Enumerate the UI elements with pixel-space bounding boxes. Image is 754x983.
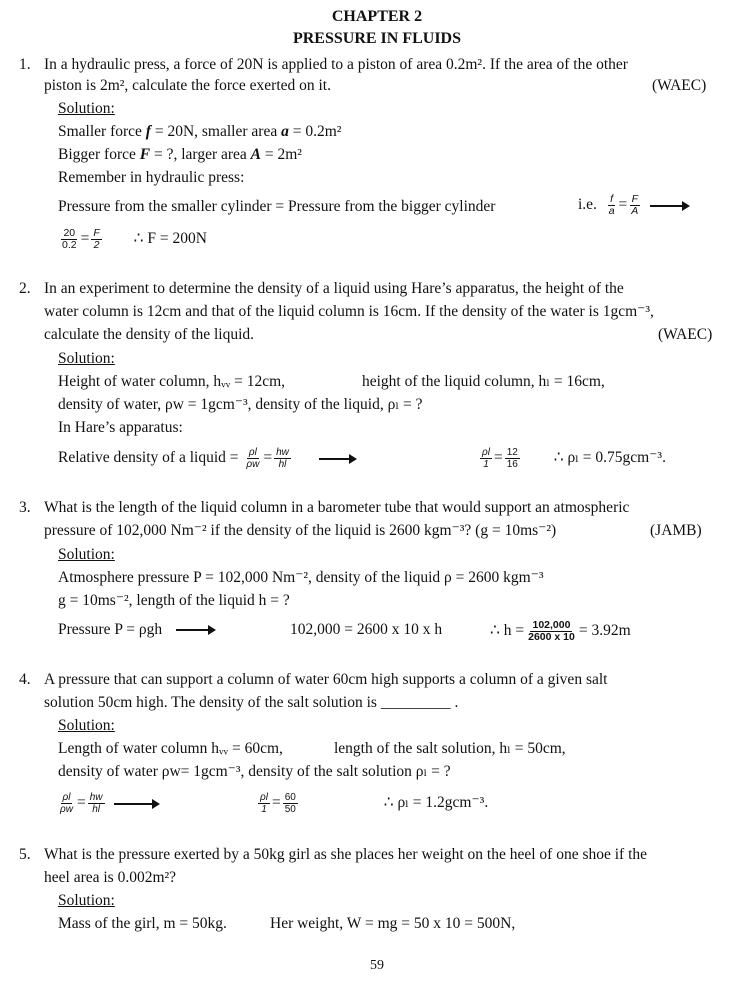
formula: $\frac{\rho l}{1}$ = $\frac{12}{16}$ ∴ ρₗ = 0.75gcm⁻³. <box>482 447 666 470</box>
question-number: 3. <box>19 499 31 516</box>
question-text: In an experiment to determine the density of a liquid using Hare’s apparatus, the height of the <box>44 280 624 297</box>
formula: $\frac{\rho l}{1}$ = $\frac{60}{50}$ ∴ ρₗ = 1.2gcm⁻³. <box>260 792 489 815</box>
exam-source: (JAMB) <box>650 522 702 539</box>
question-text: In a hydraulic press, a force of 20N is applied to a piston of area 0.2m². If the area of the other <box>44 56 628 73</box>
chapter-title: PRESSURE IN FLUIDS <box>292 30 462 47</box>
arrow-icon <box>176 629 214 631</box>
exam-source: (WAEC) <box>652 77 707 94</box>
solution-line: Remember in hydraulic press: <box>58 169 245 186</box>
solution-line: Mass of the girl, m = 50kg. <box>58 915 227 932</box>
solution-line: height of the liquid column, hₗ = 16cm, <box>362 373 605 390</box>
question-number: 2. <box>19 280 31 297</box>
solution-line: g = 10ms⁻², length of the liquid h = ? <box>58 592 290 609</box>
answer: = 3.92m <box>578 622 631 640</box>
fraction: $\frac{102,000}{2600 x 10}$ <box>528 619 575 643</box>
question-text: heel area is 0.002m²? <box>44 869 177 886</box>
formula: 102,000 = 2600 x 10 x h <box>290 621 443 638</box>
question-text: A pressure that can support a column of water 60cm high supports a column of a given salt <box>44 671 608 688</box>
exam-source: (WAEC) <box>658 326 713 343</box>
fraction: $\frac{60}{50}$ <box>284 792 296 815</box>
question-text: What is the pressure exerted by a 50kg girl as she places her weight on the heel of one shoe if the <box>44 846 648 863</box>
question-number: 1. <box>19 56 31 73</box>
fraction: $\frac{F}{A}$ <box>631 193 639 217</box>
arrow-icon <box>319 458 355 460</box>
solution-label: Solution: <box>58 100 115 117</box>
fraction: $\frac{\rho l}{\rho w}$ <box>246 447 260 470</box>
solution-line: In Hare’s apparatus: <box>58 419 183 436</box>
question-number: 5. <box>19 846 31 863</box>
formula: Relative density of a liquid = $\frac{\rho l}{\rho w}$ = $\frac{hw}{hl}$ <box>58 447 359 470</box>
question-text: water column is 12cm and that of the liquid column is 16cm. If the density of the water is 1gcm⁻³, <box>44 303 654 320</box>
formula: $\frac{\rho l}{\rho w}$ = $\frac{hw}{hl}$ <box>56 792 162 815</box>
fraction: $\frac{\rho l}{1}$ <box>482 447 490 470</box>
question-text: calculate the density of the liquid. <box>44 326 255 343</box>
fraction: $\frac{hw}{hl}$ <box>89 792 103 815</box>
solution-line: density of water ρw= 1gcm⁻³, density of the salt solution ρₗ = ? <box>58 763 451 780</box>
page-number: 59 <box>370 958 384 973</box>
chapter-heading: CHAPTER 2 <box>331 8 423 25</box>
fraction: $\frac{\rho l}{\rho w}$ <box>60 792 73 815</box>
answer: ∴ ρₗ = 0.75gcm⁻³. <box>553 449 666 467</box>
solution-label: Solution: <box>58 892 115 909</box>
solution-line: length of the salt solution, hₗ = 50cm, <box>334 740 566 757</box>
solution-line: Atmosphere pressure P = 102,000 Nm⁻², density of the liquid ρ = 2600 kgm⁻³ <box>58 569 544 586</box>
question-text: pressure of 102,000 Nm⁻² if the density of the liquid is 2600 kgm⁻³? (g = 10ms⁻²) <box>44 522 557 539</box>
solution-line: Bigger force F = ?, larger area A = 2m² <box>58 146 302 163</box>
question-number: 4. <box>19 671 31 688</box>
fraction: $\frac{hw}{hl}$ <box>276 447 289 470</box>
answer: ∴ F = 200N <box>133 230 207 248</box>
formula: i.e. $\frac{f}{a}$ = $\frac{F}{A}$ <box>578 194 692 217</box>
solution-line: Height of water column, hᵥᵥ = 12cm, <box>58 373 286 390</box>
solution-line: density of water, ρw = 1gcm⁻³, density of the liquid, ρₗ = ? <box>58 396 423 413</box>
formula: Pressure P = ρgh <box>58 620 218 640</box>
fraction: $\frac{\rho l}{1}$ <box>260 792 268 815</box>
formula: $\frac{20}{0.2}$ = $\frac{F}{2}$ ∴ F = 200N <box>62 227 207 251</box>
arrow-icon <box>650 205 688 207</box>
fraction: $\frac{f}{a}$ <box>608 193 615 217</box>
solution-label: Solution: <box>58 546 115 563</box>
solution-label: Solution: <box>58 717 115 734</box>
answer: ∴ ρₗ = 1.2gcm⁻³. <box>383 794 489 812</box>
solution-line: Smaller force f = 20N, smaller area a = 0.2m² <box>58 123 342 140</box>
solution-line: Length of water column hᵥᵥ = 60cm, <box>58 740 283 757</box>
solution-label: Solution: <box>58 350 115 367</box>
question-text: piston is 2m², calculate the force exerted on it. <box>44 77 331 94</box>
fraction: $\frac{20}{0.2}$ <box>62 227 77 251</box>
question-text: What is the length of the liquid column in a barometer tube that would support an atmospheric <box>44 499 630 516</box>
fraction: $\frac{12}{16}$ <box>506 447 518 470</box>
arrow-icon <box>114 803 158 805</box>
question-text: solution 50cm high. The density of the salt solution is _________ . <box>44 694 459 711</box>
formula: ∴ h = $\frac{102,000}{2600 x 10}$ = 3.92m <box>490 619 631 643</box>
solution-line: Her weight, W = mg = 50 x 10 = 500N, <box>270 915 516 932</box>
solution-line: Pressure from the smaller cylinder = Pressure from the bigger cylinder <box>58 198 496 215</box>
fraction: $\frac{F}{2}$ <box>93 227 100 251</box>
